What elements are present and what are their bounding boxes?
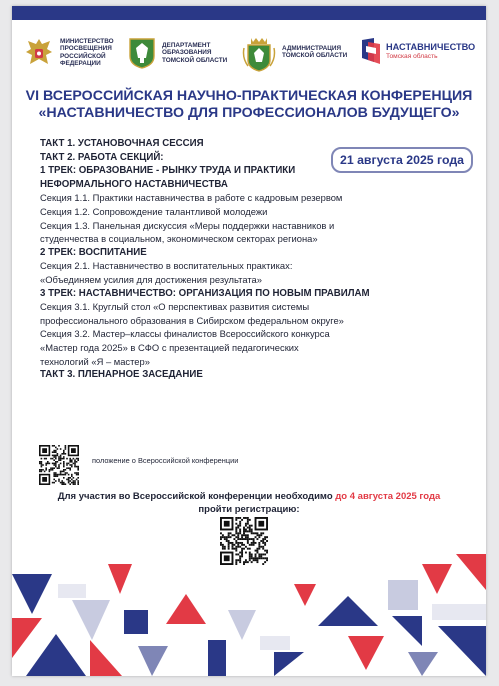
tomsk-crowned-arms-icon [242, 36, 276, 72]
program-line: ТАКТ 3. ПЛЕНАРНОЕ ЗАСЕДАНИЕ [40, 369, 203, 381]
program-line: Секция 1.3. Панельная дискуссия «Меры поддержки наставников и [40, 219, 335, 231]
mentorship-logo [360, 32, 480, 76]
decor-middle [166, 584, 316, 676]
department-logo [128, 32, 246, 76]
logos-row [24, 32, 480, 76]
mentorship-emblem-icon [360, 36, 382, 66]
administration-caption: АДМИНИСТРАЦИЯ ТОМСКОЙ ОБЛАСТИ [282, 45, 348, 60]
conference-title-line2: «НАСТАВНИЧЕСТВО ДЛЯ ПРОФЕССИОНАЛОВ БУДУЩЕГО» [38, 105, 460, 121]
department-caption: ДЕПАРТАМЕНТ ОБРАЗОВАНИЯ ТОМСКОЙ ОБЛАСТИ [162, 42, 228, 64]
registration-text-2: пройти регистрацию: [198, 504, 300, 515]
administration-logo [242, 32, 360, 76]
program-line: студенчества в социальном, экономическом секторах региона» [40, 233, 318, 245]
program-line: ТАКТ 2. РАБОТА СЕКЦИЙ: [40, 151, 164, 163]
program-line: 2 ТРЕК: ВОСПИТАНИЕ [40, 246, 147, 258]
program-line: технологий «Я – мастер» [40, 355, 150, 367]
program-line: Секция 1.1. Практики наставничества в работе с кадровым резервом [40, 192, 343, 204]
mentorship-name: НАСТАВНИЧЕСТВО [386, 42, 476, 52]
program-line: Секция 2.1. Наставничество в воспитательных практиках: [40, 260, 293, 272]
decor-right [318, 554, 486, 676]
decorative-geometric-shapes [12, 554, 486, 676]
registration-text: Для участия во Всероссийской конференции необходимо [57, 491, 336, 502]
decor-left [12, 564, 168, 676]
date-badge: 21 августа 2025 года [331, 147, 473, 173]
poster [12, 6, 486, 676]
program-line: Секция 3.1. Круглый стол «О перспективах развития системы [40, 301, 310, 313]
program-line: профессионального образования в Сибирском федеральном округе» [40, 314, 344, 326]
ministry-logo [24, 32, 134, 76]
ministry-caption: МИНИСТЕРСТВО ПРОСВЕЩЕНИЯ РОССИЙСКОЙ ФЕДЕРАЦИИ [60, 38, 114, 67]
regulation-qr-caption: положение о Всероссийской конференции [92, 456, 239, 465]
program-line: ТАКТ 1. УСТАНОВОЧНАЯ СЕССИЯ [40, 138, 204, 149]
conference-title-line1: VI ВСЕРОССИЙСКАЯ НАУЧНО-ПРАКТИЧЕСКАЯ КОНФЕРЕНЦИЯ [25, 88, 473, 104]
program-line: Секция 1.2. Сопровождение талантливой молодежи [40, 205, 268, 217]
program-line: НЕФОРМАЛЬНОГО НАСТАВНИЧЕСТВА [40, 178, 228, 190]
program-list [40, 137, 480, 382]
registration-notice [12, 490, 486, 516]
program-line: «Мастер года 2025» в СФО с презентацией педагогических [40, 341, 299, 353]
regulation-qr-code-icon[interactable] [39, 445, 79, 485]
registration-deadline: до 4 августа 2025 года [335, 491, 441, 502]
eagle-emblem-icon [24, 36, 54, 70]
mentorship-region: Томская область [386, 53, 438, 60]
program-line: 1 ТРЕК: ОБРАЗОВАНИЕ - РЫНКУ ТРУДА И ПРАКТИКИ [40, 165, 296, 177]
tomsk-coat-of-arms-icon [128, 36, 156, 70]
top-bar [12, 6, 486, 20]
program-line: Секция 3.2. Мастер–классы финалистов Всероссийского конкурса [40, 328, 330, 340]
program-line: «Объединяем усилия для достижения результата» [40, 273, 262, 285]
program-line: 3 ТРЕК: НАСТАВНИЧЕСТВО: ОРГАНИЗАЦИЯ ПО НОВЫМ ПРАВИЛАМ [40, 287, 370, 299]
